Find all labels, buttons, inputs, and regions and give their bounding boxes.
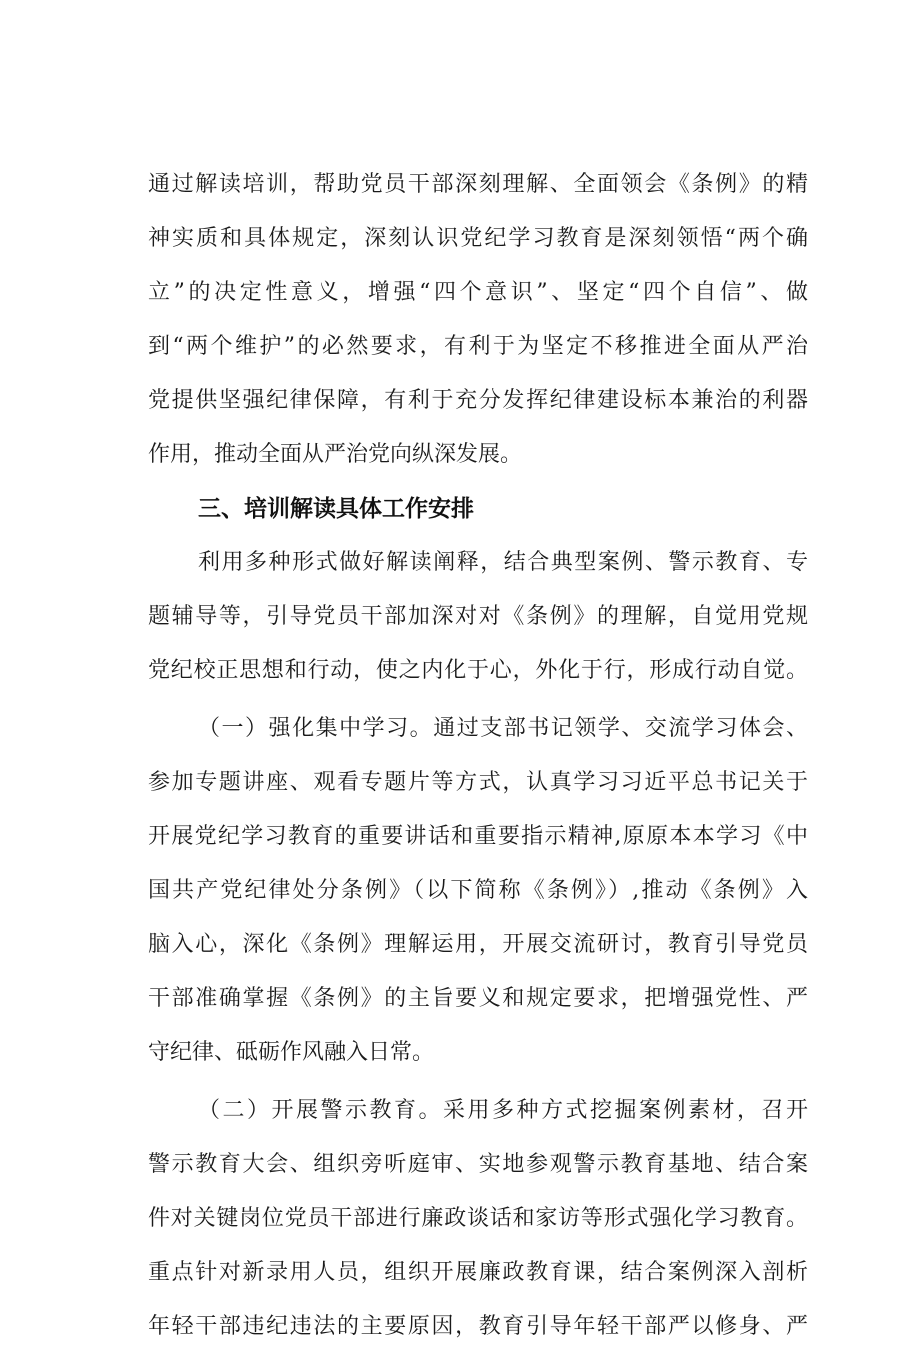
text-line: 干部准确掌握《条例》的主旨要义和规定要求，把增强党性、严 [148, 986, 808, 1011]
text-line: 国共产党纪律处分条例》（以下简称《条例》）,推动《条例》入 [148, 878, 808, 903]
paragraph-warning-education [148, 1084, 808, 1354]
text-line: （二）开展警示教育。采用多种方式挖掘案例素材，召开 [198, 1098, 808, 1123]
text-line: （一）强化集中学习。通过支部书记领学、交流学习体会、 [198, 716, 808, 741]
text-line: 年轻干部违纪违法的主要原因，教育引导年轻干部严以修身、严 [148, 1314, 808, 1339]
text-line: 守纪律、砥砺作风融入日常。 [148, 1040, 435, 1065]
text-line: 党提供坚强纪律保障，有利于充分发挥纪律建设标本兼治的利器 [148, 388, 808, 413]
document-body [148, 158, 808, 1354]
text-line: 开展党纪学习教育的重要讲话和重要指示精神,原原本本学习《中 [148, 824, 808, 849]
text-line: 脑入心，深化《条例》理解运用，开展交流研讨，教育引导党员 [148, 932, 808, 957]
text-line: 通过解读培训，帮助党员干部深刻理解、全面领会《条例》的精 [148, 172, 808, 197]
text-line: 党纪校正思想和行动，使之内化于心，外化于行，形成行动自觉。 [148, 658, 808, 683]
text-line: 到“两个维护”的必然要求，有利于为坚定不移推进全面从严治 [148, 334, 808, 359]
paragraph-centralized-study [148, 702, 808, 1080]
text-line: 件对关键岗位党员干部进行廉政谈话和家访等形式强化学习教育。 [148, 1206, 808, 1231]
text-line: 作用，推动全面从严治党向纵深发展。 [148, 442, 523, 467]
paragraph-forms [148, 536, 808, 698]
text-line: 立”的决定性意义，增强“四个意识”、坚定“四个自信”、做 [148, 280, 808, 305]
text-line: 利用多种形式做好解读阐释，结合典型案例、警示教育、专 [198, 550, 808, 575]
text-line: 参加专题讲座、观看专题片等方式，认真学习习近平总书记关于 [148, 770, 808, 795]
paragraph-training-purpose [148, 158, 808, 482]
section-heading: 三、培训解读具体工作安排 [198, 496, 474, 522]
text-line: 题辅导等，引导党员干部加深对对《条例》的理解，自觉用党规 [148, 604, 808, 629]
text-line: 重点针对新录用人员，组织开展廉政教育课，结合案例深入剖析 [148, 1260, 808, 1285]
text-line: 神实质和具体规定，深刻认识党纪学习教育是深刻领悟“两个确 [148, 226, 808, 251]
text-line: 警示教育大会、组织旁听庭审、实地参观警示教育基地、结合案 [148, 1152, 808, 1177]
